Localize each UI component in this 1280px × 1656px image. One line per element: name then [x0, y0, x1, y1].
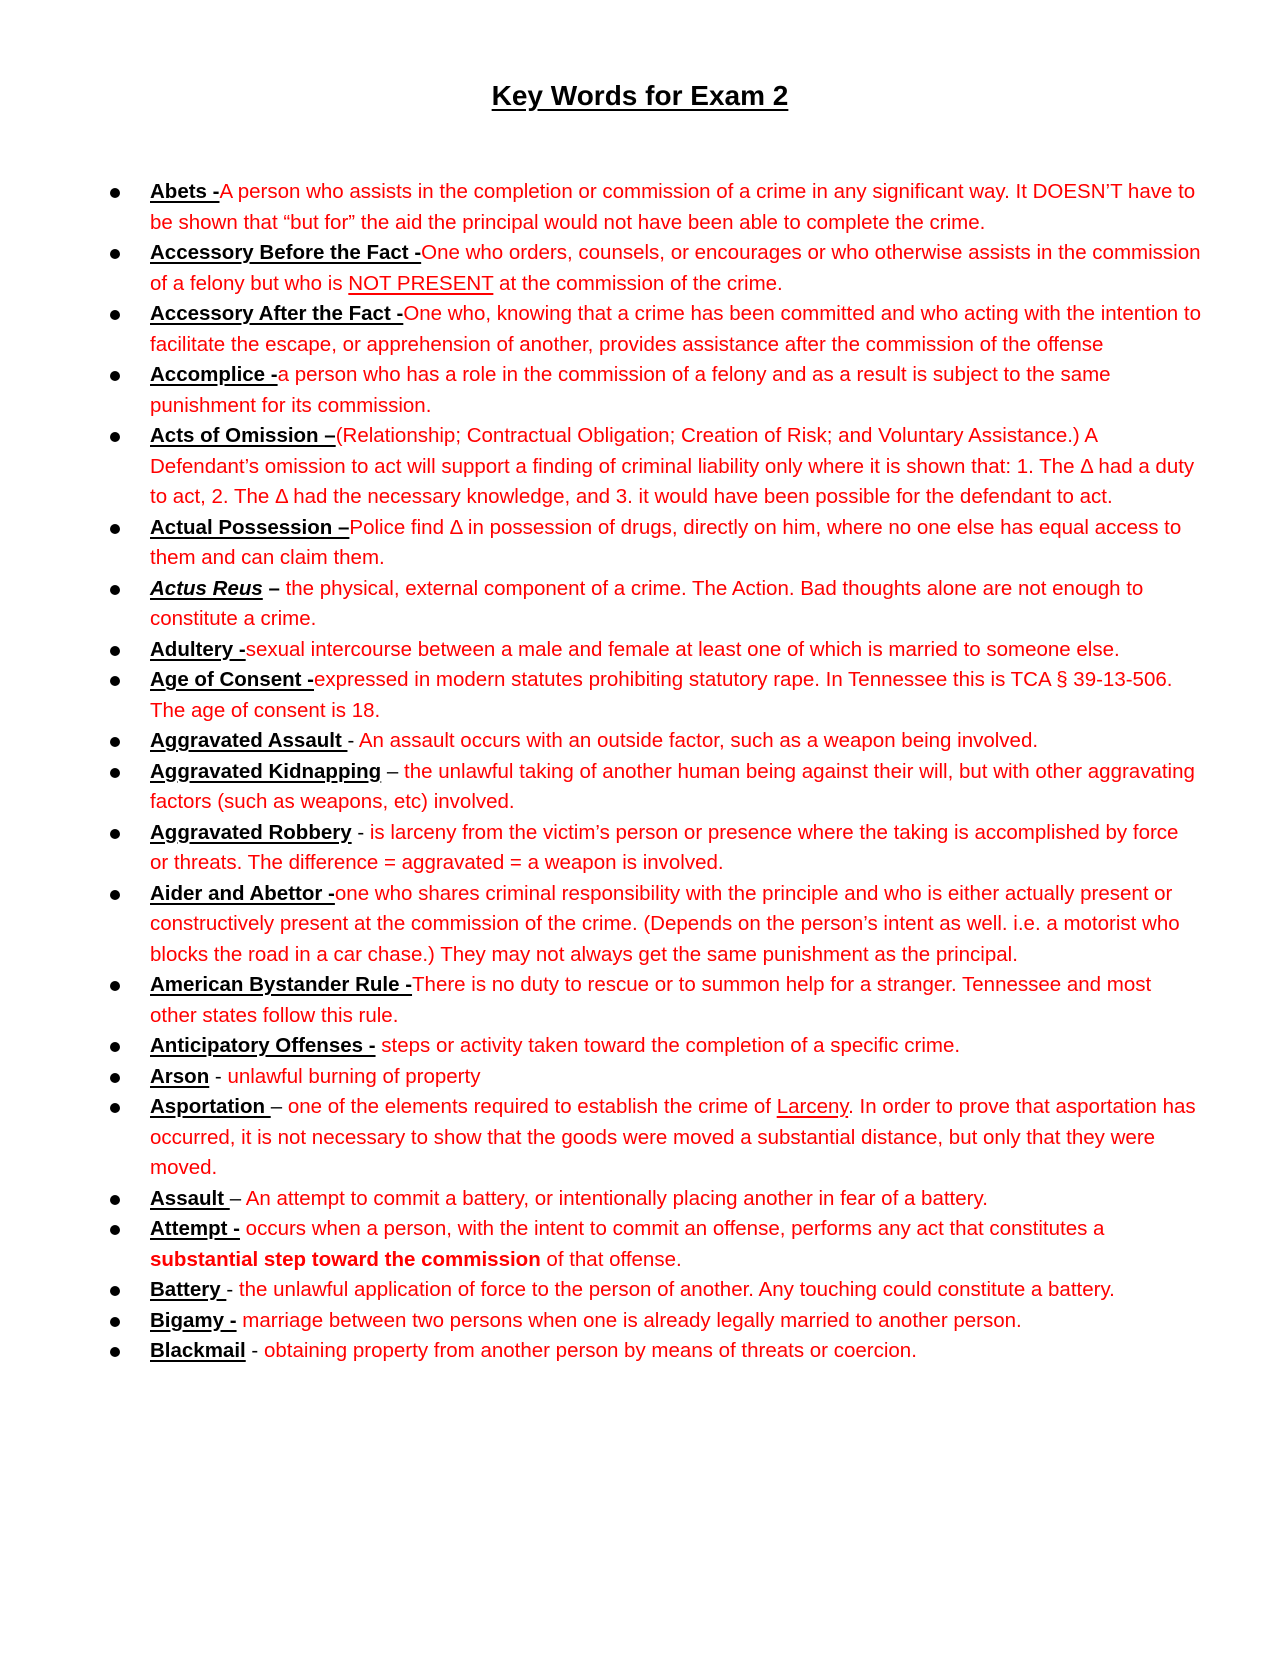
list-item-aggravated-assault: [0, 726, 1280, 757]
definition-text: sexual intercourse between a male and female at least one of which is married to someone else.: [245, 637, 1120, 661]
term: Adultery -: [150, 637, 246, 661]
list-item-arson: [0, 1062, 1280, 1093]
page-title-text: Key Words for Exam 2: [491, 80, 789, 111]
list-item-actus-reus: [0, 574, 1280, 635]
list-item-accessory-before-the-fact: [0, 238, 1280, 299]
separator: -: [347, 729, 359, 752]
separator: –: [229, 1186, 246, 1210]
definition-text: One who, knowing that a crime has been committed and who acting with the intention to facilitate the escape, or apprehension of another, provides assistance after the commission of the offense: [150, 302, 1201, 356]
bullet-icon: [110, 371, 120, 381]
bullet-icon: [110, 1042, 120, 1052]
definition: [237, 1309, 1022, 1332]
list-item-actual-possession: [0, 513, 1280, 574]
definition-text: of that offense.: [540, 1247, 682, 1271]
definition-text: the physical, external component of a crime. The Action. Bad thoughts alone are not enough to constitute a crime.: [150, 576, 1144, 630]
list-item-abets: [0, 177, 1280, 238]
definition-emphasis: NOT PRESENT: [348, 271, 494, 295]
definition-text: unlawful burning of property: [227, 1064, 481, 1088]
definition: [264, 1339, 917, 1362]
term: Age of Consent -: [150, 668, 314, 691]
definition-text: obtaining property from another person by means of threats or coercion.: [263, 1339, 917, 1362]
list-item-american-bystander-rule: [0, 970, 1280, 1031]
bullet-icon: [110, 676, 120, 686]
term: Arson: [150, 1064, 210, 1088]
term: Blackmail: [150, 1339, 246, 1362]
definition: [376, 1034, 961, 1057]
definition-text: one of the elements required to establish the crime of: [287, 1095, 777, 1118]
definition: [150, 180, 1195, 234]
bullet-icon: [110, 1347, 120, 1357]
definition-text: the unlawful application of force to the person of another. Any touching could constitute a battery.: [238, 1278, 1115, 1301]
definition: [150, 1217, 1104, 1271]
separator: -: [245, 1339, 264, 1362]
definition-text: One who orders, counsels, or encourages or who otherwise assists in the commission of a felony but who is: [150, 241, 1201, 295]
page-title: [0, 76, 1280, 116]
bullet-icon: [110, 524, 120, 534]
definition: [246, 1187, 988, 1210]
separator: -: [226, 1278, 239, 1301]
bullet-icon: [110, 310, 120, 320]
definition-text: is larceny from the victim’s person or presence where the taking is accomplished by force or threats. The difference = aggravated = a weapon is involved.: [150, 820, 1179, 874]
bullet-icon: [110, 981, 120, 991]
definition: [359, 729, 1038, 752]
definition-text: steps or activity taken toward the completion of a specific crime.: [381, 1034, 961, 1057]
list-item-aider-and-abettor: [0, 879, 1280, 971]
definition-text: marriage between two persons when one is already legally married to another person.: [242, 1308, 1022, 1332]
bullet-icon: [110, 1073, 120, 1083]
separator: –: [270, 1095, 288, 1118]
list-item-aggravated-robbery: [0, 818, 1280, 879]
definition-text: (Relationship; Contractual Obligation; Creation of Risk; and Voluntary Assistance.) A Defendant’s omission to act will support a finding of criminal liability only where it is shown that: 1. The Δ had a duty to act, 2. The Δ had the necessary knowledge, and 3. it would have been possible for the defendant to act.: [150, 424, 1195, 508]
definition: [150, 577, 1143, 631]
term: Accomplice -: [150, 363, 278, 386]
bullet-icon: [110, 432, 120, 442]
bullet-icon: [110, 1317, 120, 1327]
definition-emphasis: Larceny: [776, 1095, 849, 1118]
term: Aider and Abettor -: [150, 881, 335, 905]
definition-text: the unlawful taking of another human being against their will, but with other aggravating factors (such as weapons, etc) involved.: [150, 759, 1195, 813]
definition: [150, 363, 1111, 417]
bullet-icon: [110, 1103, 120, 1113]
definition-text: An assault occurs with an outside factor, such as a weapon being involved.: [358, 729, 1039, 752]
list-item-age-of-consent: [0, 665, 1280, 726]
definition-text: . In order to prove that asportation has occurred, it is not necessary to show that the goods were moved a substantial distance, but only that they were moved.: [150, 1095, 1196, 1179]
term: Accessory Before the Fact -: [150, 241, 422, 264]
bullet-icon: [110, 1195, 120, 1205]
bullet-icon: [110, 1286, 120, 1296]
term: Bigamy -: [150, 1308, 237, 1332]
definition-text: An attempt to commit a battery, or intentionally placing another in fear of a battery.: [245, 1186, 988, 1210]
definition-text: a person who has a role in the commission of a felony and as a result is subject to the same punishment for its commission.: [150, 363, 1111, 417]
list-item-blackmail: [0, 1336, 1280, 1367]
term: Abets -: [150, 180, 220, 203]
definition-text: There is no duty to rescue or to summon help for a stranger. Tennessee and most other states follow this rule.: [150, 973, 1152, 1027]
list-item-acts-of-omission: [0, 421, 1280, 513]
list-item-accomplice: [0, 360, 1280, 421]
bullet-icon: [110, 890, 120, 900]
term: Attempt -: [150, 1217, 240, 1240]
list-item-anticipatory-offenses: [0, 1031, 1280, 1062]
definition: [246, 638, 1120, 661]
definition: [239, 1278, 1115, 1301]
separator: -: [209, 1064, 228, 1088]
bullet-icon: [110, 1225, 120, 1235]
definition-text: at the commission of the crime.: [493, 271, 783, 295]
term: Acts of Omission –: [150, 424, 336, 447]
definition-emphasis: substantial step toward the commission: [150, 1247, 541, 1271]
term: American Bystander Rule -: [150, 973, 413, 996]
definition: [150, 1095, 1196, 1179]
list-item-adultery: [0, 635, 1280, 666]
definition-text: expressed in modern statutes prohibiting statutory rape. In Tennessee this is TCA § 39-13-506. The age of consent is 18.: [150, 668, 1173, 722]
term: Actus Reus: [150, 576, 263, 600]
bullet-icon: [110, 737, 120, 747]
bullet-icon: [110, 829, 120, 839]
bullet-icon: [110, 585, 120, 595]
list-item-aggravated-kidnapping: [0, 757, 1280, 818]
term: Asportation: [150, 1095, 271, 1118]
term: Assault: [150, 1186, 230, 1210]
separator: –: [262, 576, 286, 600]
definition-text: Police find Δ in possession of drugs, directly on him, where no one else has equal access to them and can claim them.: [150, 515, 1182, 569]
list-item-bigamy: [0, 1306, 1280, 1337]
list-item-battery: [0, 1275, 1280, 1306]
separator: –: [381, 759, 405, 783]
definition: [227, 1065, 480, 1088]
list-item-attempt: [0, 1214, 1280, 1275]
separator: -: [351, 820, 370, 844]
definition-text: A person who assists in the completion or commission of a crime in any significant way. It DOESN’T have to be shown that “but for” the aid the principal would not have been able to complete the crime.: [150, 180, 1196, 234]
list-item-accessory-after-the-fact: [0, 299, 1280, 360]
bullet-icon: [110, 188, 120, 198]
definition-text: occurs when a person, with the intent to commit an offense, performs any act that constitutes a: [245, 1217, 1105, 1240]
term: Battery: [150, 1278, 227, 1301]
list-item-asportation: [0, 1092, 1280, 1184]
term: Actual Possession –: [150, 515, 350, 539]
key-words-list: [0, 177, 1280, 1367]
term: Aggravated Assault: [150, 729, 348, 752]
term: Aggravated Kidnapping: [150, 759, 382, 783]
term: Aggravated Robbery: [150, 820, 352, 844]
term: Accessory After the Fact -: [150, 302, 404, 325]
bullet-icon: [110, 249, 120, 259]
term: Anticipatory Offenses -: [150, 1034, 376, 1057]
bullet-icon: [110, 768, 120, 778]
definition-text: one who shares criminal responsibility with the principle and who is either actually present or constructively present at the commission of the crime. (Depends on the person’s intent as well. i.e. a motorist who blocks the road in a car chase.) They may not always get the same punishment as the principal.: [150, 881, 1180, 966]
list-item-assault: [0, 1184, 1280, 1215]
bullet-icon: [110, 646, 120, 656]
